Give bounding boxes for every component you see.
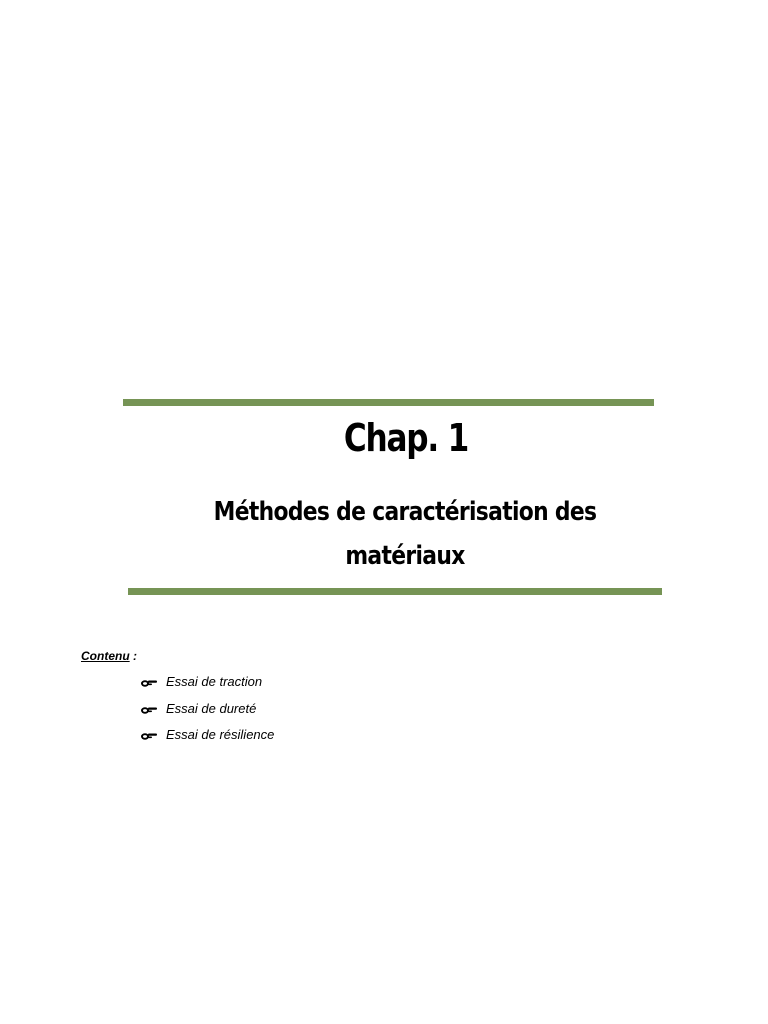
list-item	[140, 727, 274, 754]
top-green-rule	[123, 399, 654, 406]
contents-heading-label: Contenu	[81, 649, 130, 663]
pointing-hand-icon	[140, 729, 158, 741]
list-item	[140, 674, 274, 701]
list-item	[140, 701, 274, 728]
contents-list	[140, 674, 274, 754]
contents-heading-colon: :	[129, 649, 137, 663]
pointing-hand-icon	[140, 703, 158, 715]
contents-item-text: Essai de traction	[166, 674, 263, 689]
contents-item-text: Essai de dureté	[166, 700, 257, 716]
bottom-green-rule	[128, 588, 662, 595]
chapter-label: Chap. 1	[343, 416, 469, 460]
contents-item-text: Essai de résilience	[166, 727, 275, 742]
contents-heading	[81, 648, 137, 664]
pointing-hand-icon	[140, 676, 158, 688]
chapter-title: Méthodes de caractérisation des matériaux	[213, 497, 597, 571]
